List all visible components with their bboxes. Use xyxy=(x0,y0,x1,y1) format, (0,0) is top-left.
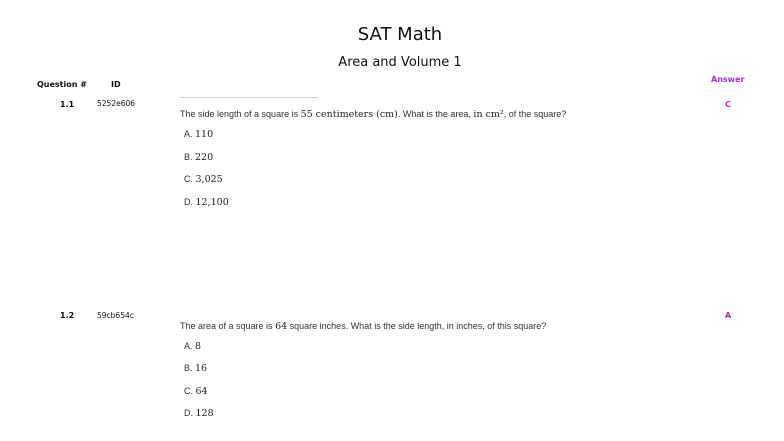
answer-choice-b xyxy=(184,152,213,163)
prompt-text: The area of a square is xyxy=(180,321,276,331)
choice-letter: D. xyxy=(184,197,196,207)
choice-value: 3,025 xyxy=(195,174,223,185)
question-number-header: Question # xyxy=(37,80,87,89)
question-answer: C xyxy=(725,100,731,109)
prompt-text: , of the square? xyxy=(503,109,567,119)
answer-header: Answer xyxy=(711,75,745,84)
page-subtitle: Area and Volume 1 xyxy=(338,55,462,70)
answer-choice-d xyxy=(184,408,214,419)
question-number: 1.1 xyxy=(60,100,75,109)
choice-value: 220 xyxy=(195,152,214,163)
choice-letter: A. xyxy=(184,129,196,139)
choice-letter: C. xyxy=(184,174,196,184)
answer-choice-c xyxy=(184,174,223,185)
question-id: 59cb654c xyxy=(97,311,134,320)
choice-letter: C. xyxy=(184,386,196,396)
prompt-math: in cm² xyxy=(473,109,504,120)
choice-value: 12,100 xyxy=(195,197,229,208)
divider-line xyxy=(180,97,318,98)
question-answer: A xyxy=(725,311,732,320)
prompt-math: 64 xyxy=(275,321,288,332)
choice-letter: B. xyxy=(184,363,196,373)
choice-value: 16 xyxy=(195,363,208,374)
prompt-math: 55 centimeters (cm) xyxy=(300,109,398,120)
choice-value: 8 xyxy=(195,341,202,352)
choice-letter: B. xyxy=(184,152,196,162)
answer-choice-d xyxy=(184,197,229,208)
question-id: 5252e606 xyxy=(97,99,136,108)
question-number: 1.2 xyxy=(60,311,75,320)
id-header: ID xyxy=(111,80,121,89)
choice-letter: A. xyxy=(184,341,196,351)
answer-choice-a xyxy=(184,129,213,140)
answer-choice-c xyxy=(184,386,208,397)
choice-letter: D. xyxy=(184,408,196,418)
question-prompt xyxy=(180,109,566,120)
prompt-text: square inches. What is the side length, in inches, of this square? xyxy=(287,321,547,331)
choice-value: 110 xyxy=(195,129,214,140)
question-prompt xyxy=(180,321,546,332)
answer-choice-a xyxy=(184,341,201,352)
answer-choice-b xyxy=(184,363,207,374)
page-title: SAT Math xyxy=(357,24,443,45)
prompt-text: The side length of a square is xyxy=(180,109,301,119)
choice-value: 128 xyxy=(195,408,214,419)
prompt-text: . What is the area, xyxy=(397,109,474,119)
choice-value: 64 xyxy=(195,386,208,397)
